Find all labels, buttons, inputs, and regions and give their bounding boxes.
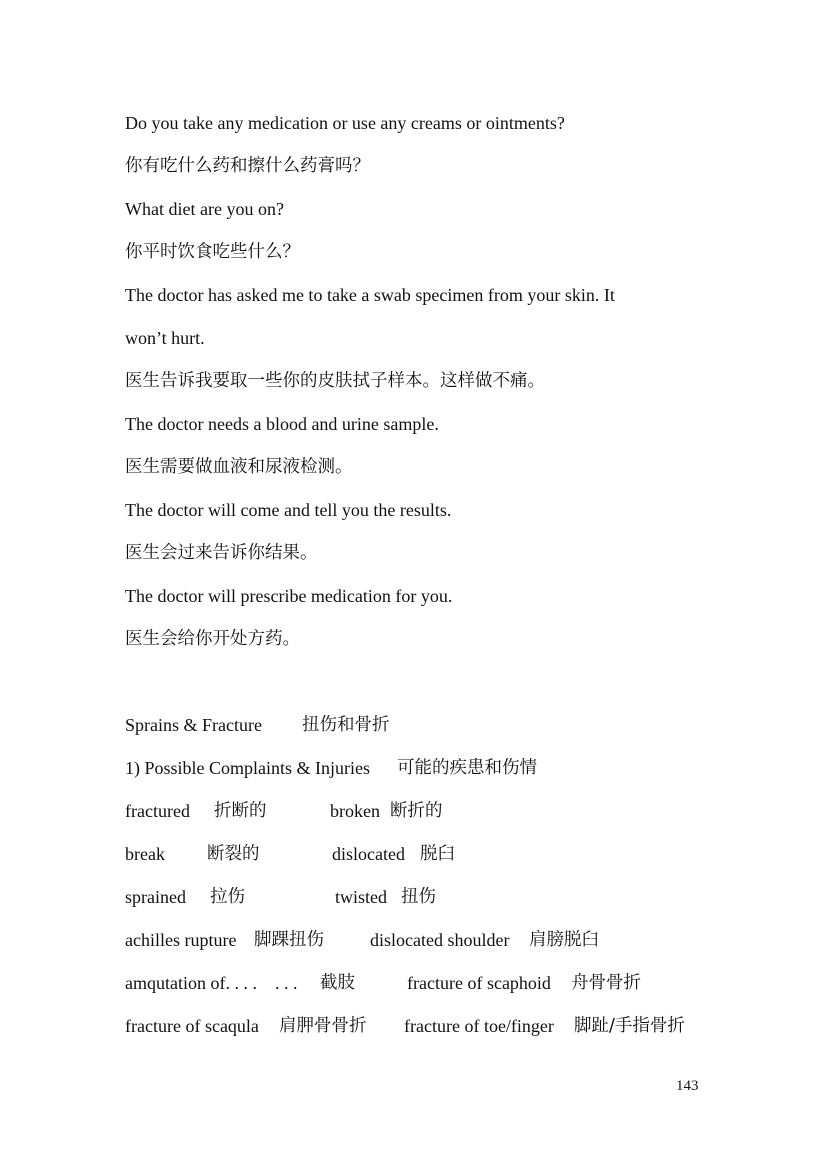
sentence-zh: 医生告诉我要取一些你的皮肤拭子样本。这样做不痛。: [125, 371, 545, 391]
vocab-right-zh: 断折的: [390, 801, 443, 821]
section-subheading: [125, 756, 745, 780]
vocab-right-en: broken: [330, 801, 380, 821]
sentence-zh: 医生需要做血液和尿液检测。: [125, 457, 353, 477]
vocab-left-en: break: [125, 844, 165, 864]
vocab-right-en: dislocated: [332, 844, 405, 864]
vocab-right-zh: 舟骨骨折: [571, 973, 641, 993]
section-title: [125, 713, 745, 737]
vocab-row: [125, 928, 745, 952]
vocab-left-en: amqutation of. . . . . . .: [125, 973, 298, 993]
vocab-right-en: twisted: [335, 887, 387, 907]
section-title-zh: 扭伤和骨折: [302, 715, 390, 735]
sentence-zh: 你平时饮食吃些什么？: [125, 242, 300, 262]
vocab-row: [125, 842, 745, 866]
vocab-left-en: fractured: [125, 801, 190, 821]
vocab-left-zh: 肩胛骨骨折: [279, 1016, 367, 1036]
sentence-en: The doctor will come and tell you the results.: [125, 500, 452, 520]
sentence-en: What diet are you on?: [125, 199, 284, 219]
vocab-left-zh: 截肢: [320, 973, 355, 993]
vocab-left-zh: 折断的: [214, 801, 267, 821]
sentence-zh: 你有吃什么药和擦什么药膏吗？: [125, 156, 370, 176]
vocab-left-en: sprained: [125, 887, 186, 907]
vocab-row: [125, 885, 745, 909]
vocab-right-en: fracture of scaphoid: [407, 973, 551, 993]
section-title-en: Sprains & Fracture: [125, 715, 262, 735]
vocab-left-zh: 脚踝扭伤: [254, 930, 324, 950]
vocab-right-zh: 肩膀脱臼: [529, 930, 599, 950]
vocab-right-zh: 脚趾/手指骨折: [574, 1016, 685, 1036]
sentence-zh: 医生会给你开处方药。: [125, 629, 300, 649]
vocab-left-zh: 拉伤: [210, 887, 245, 907]
sentence-en: The doctor needs a blood and urine sample.: [125, 414, 439, 434]
sentence-zh: 医生会过来告诉你结果。: [125, 543, 318, 563]
subheading-zh: 可能的疾患和伤情: [397, 758, 537, 778]
vocab-right-en: fracture of toe/finger: [404, 1016, 554, 1036]
vocab-right-zh: 脱臼: [420, 844, 455, 864]
sentence-en: won’t hurt.: [125, 328, 205, 348]
sentence-en: The doctor has asked me to take a swab specimen from your skin. It: [125, 285, 615, 305]
sentence-en: The doctor will prescribe medication for you.: [125, 586, 453, 606]
sentence-en: Do you take any medication or use any creams or ointments?: [125, 113, 565, 133]
vocab-right-en: dislocated shoulder: [370, 930, 510, 950]
subheading-en: 1) Possible Complaints & Injuries: [125, 758, 370, 778]
vocab-right-zh: 扭伤: [401, 887, 436, 907]
vocab-left-en: fracture of scaqula: [125, 1016, 259, 1036]
vocab-row: [125, 1014, 745, 1038]
vocab-left-en: achilles rupture: [125, 930, 237, 950]
page-number: 143: [676, 1078, 699, 1094]
vocab-row: [125, 971, 745, 995]
vocab-left-zh: 断裂的: [207, 844, 260, 864]
vocab-row: [125, 799, 745, 823]
